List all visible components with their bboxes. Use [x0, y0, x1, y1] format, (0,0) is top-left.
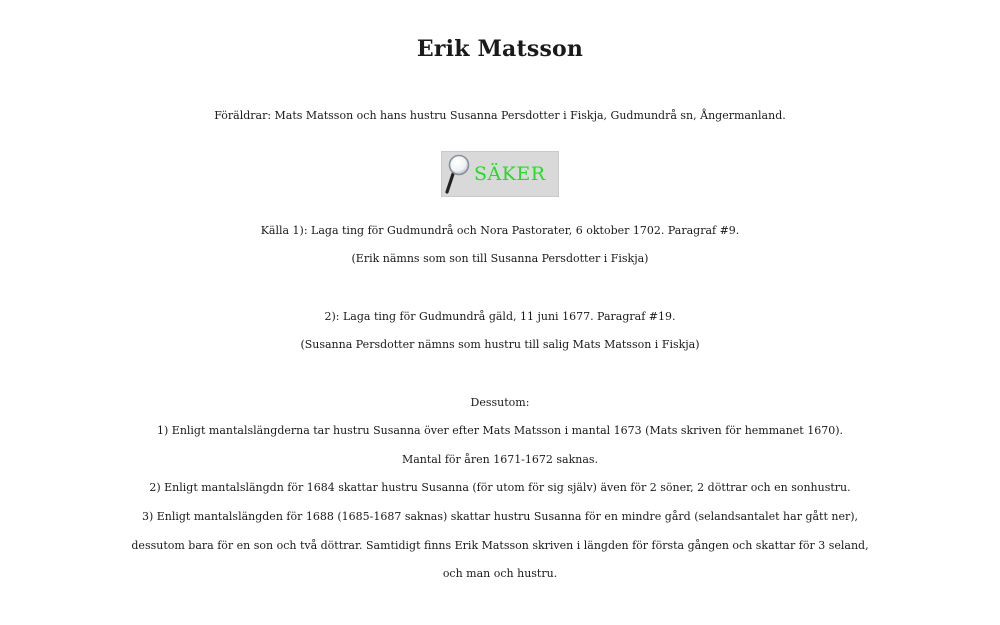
source-2-note: (Susanna Persdotter nämns som hustru till salig Mats Matsson i Fiskja) [300, 338, 700, 351]
additional-line-5: dessutom bara för en son och två döttrar. Samtidigt finns Erik Matsson skriven i längden för första gången och skattar för 3 seland, [131, 539, 869, 552]
additional-line-2: Mantal för åren 1671-1672 saknas. [401, 453, 599, 466]
source-2-citation: 2): Laga ting för Gudmundrå gäld, 11 juni 1677. Paragraf #19. [324, 310, 676, 323]
additional-line-1: 1) Enligt mantalslängderna tar hustru Susanna över efter Mats Matsson i mantal 1673 (Mats skriven för hemmanet 1670). [157, 424, 843, 437]
certainty-label: SÄKER [474, 163, 546, 185]
parents-line: Föräldrar: Mats Matsson och hans hustru Susanna Persdotter i Fiskja, Gudmundrå sn, Ångermanland. [214, 109, 786, 122]
additional-line-3: 2) Enligt mantalslängdn för 1684 skattar hustru Susanna (för utom för sig själv) även för 2 söner, 2 döttrar och en sonhustru. [149, 481, 851, 494]
magnifier-icon [445, 154, 471, 194]
certainty-badge[interactable] [441, 151, 559, 197]
additional-line-4: 3) Enligt mantalslängden för 1688 (1685-1687 saknas) skattar hustru Susanna för en mindre gård (selandsantalet har gått ner), [141, 510, 859, 523]
source-1-citation: Källa 1): Laga ting för Gudmundrå och Nora Pastorater, 6 oktober 1702. Paragraf #9. [260, 224, 740, 237]
additional-line-6: och man och hustru. [442, 567, 558, 580]
additional-heading: Dessutom: [470, 396, 530, 409]
source-1-note: (Erik nämns som son till Susanna Persdotter i Fiskja) [351, 252, 649, 265]
page-title: Erik Matsson [416, 36, 584, 62]
